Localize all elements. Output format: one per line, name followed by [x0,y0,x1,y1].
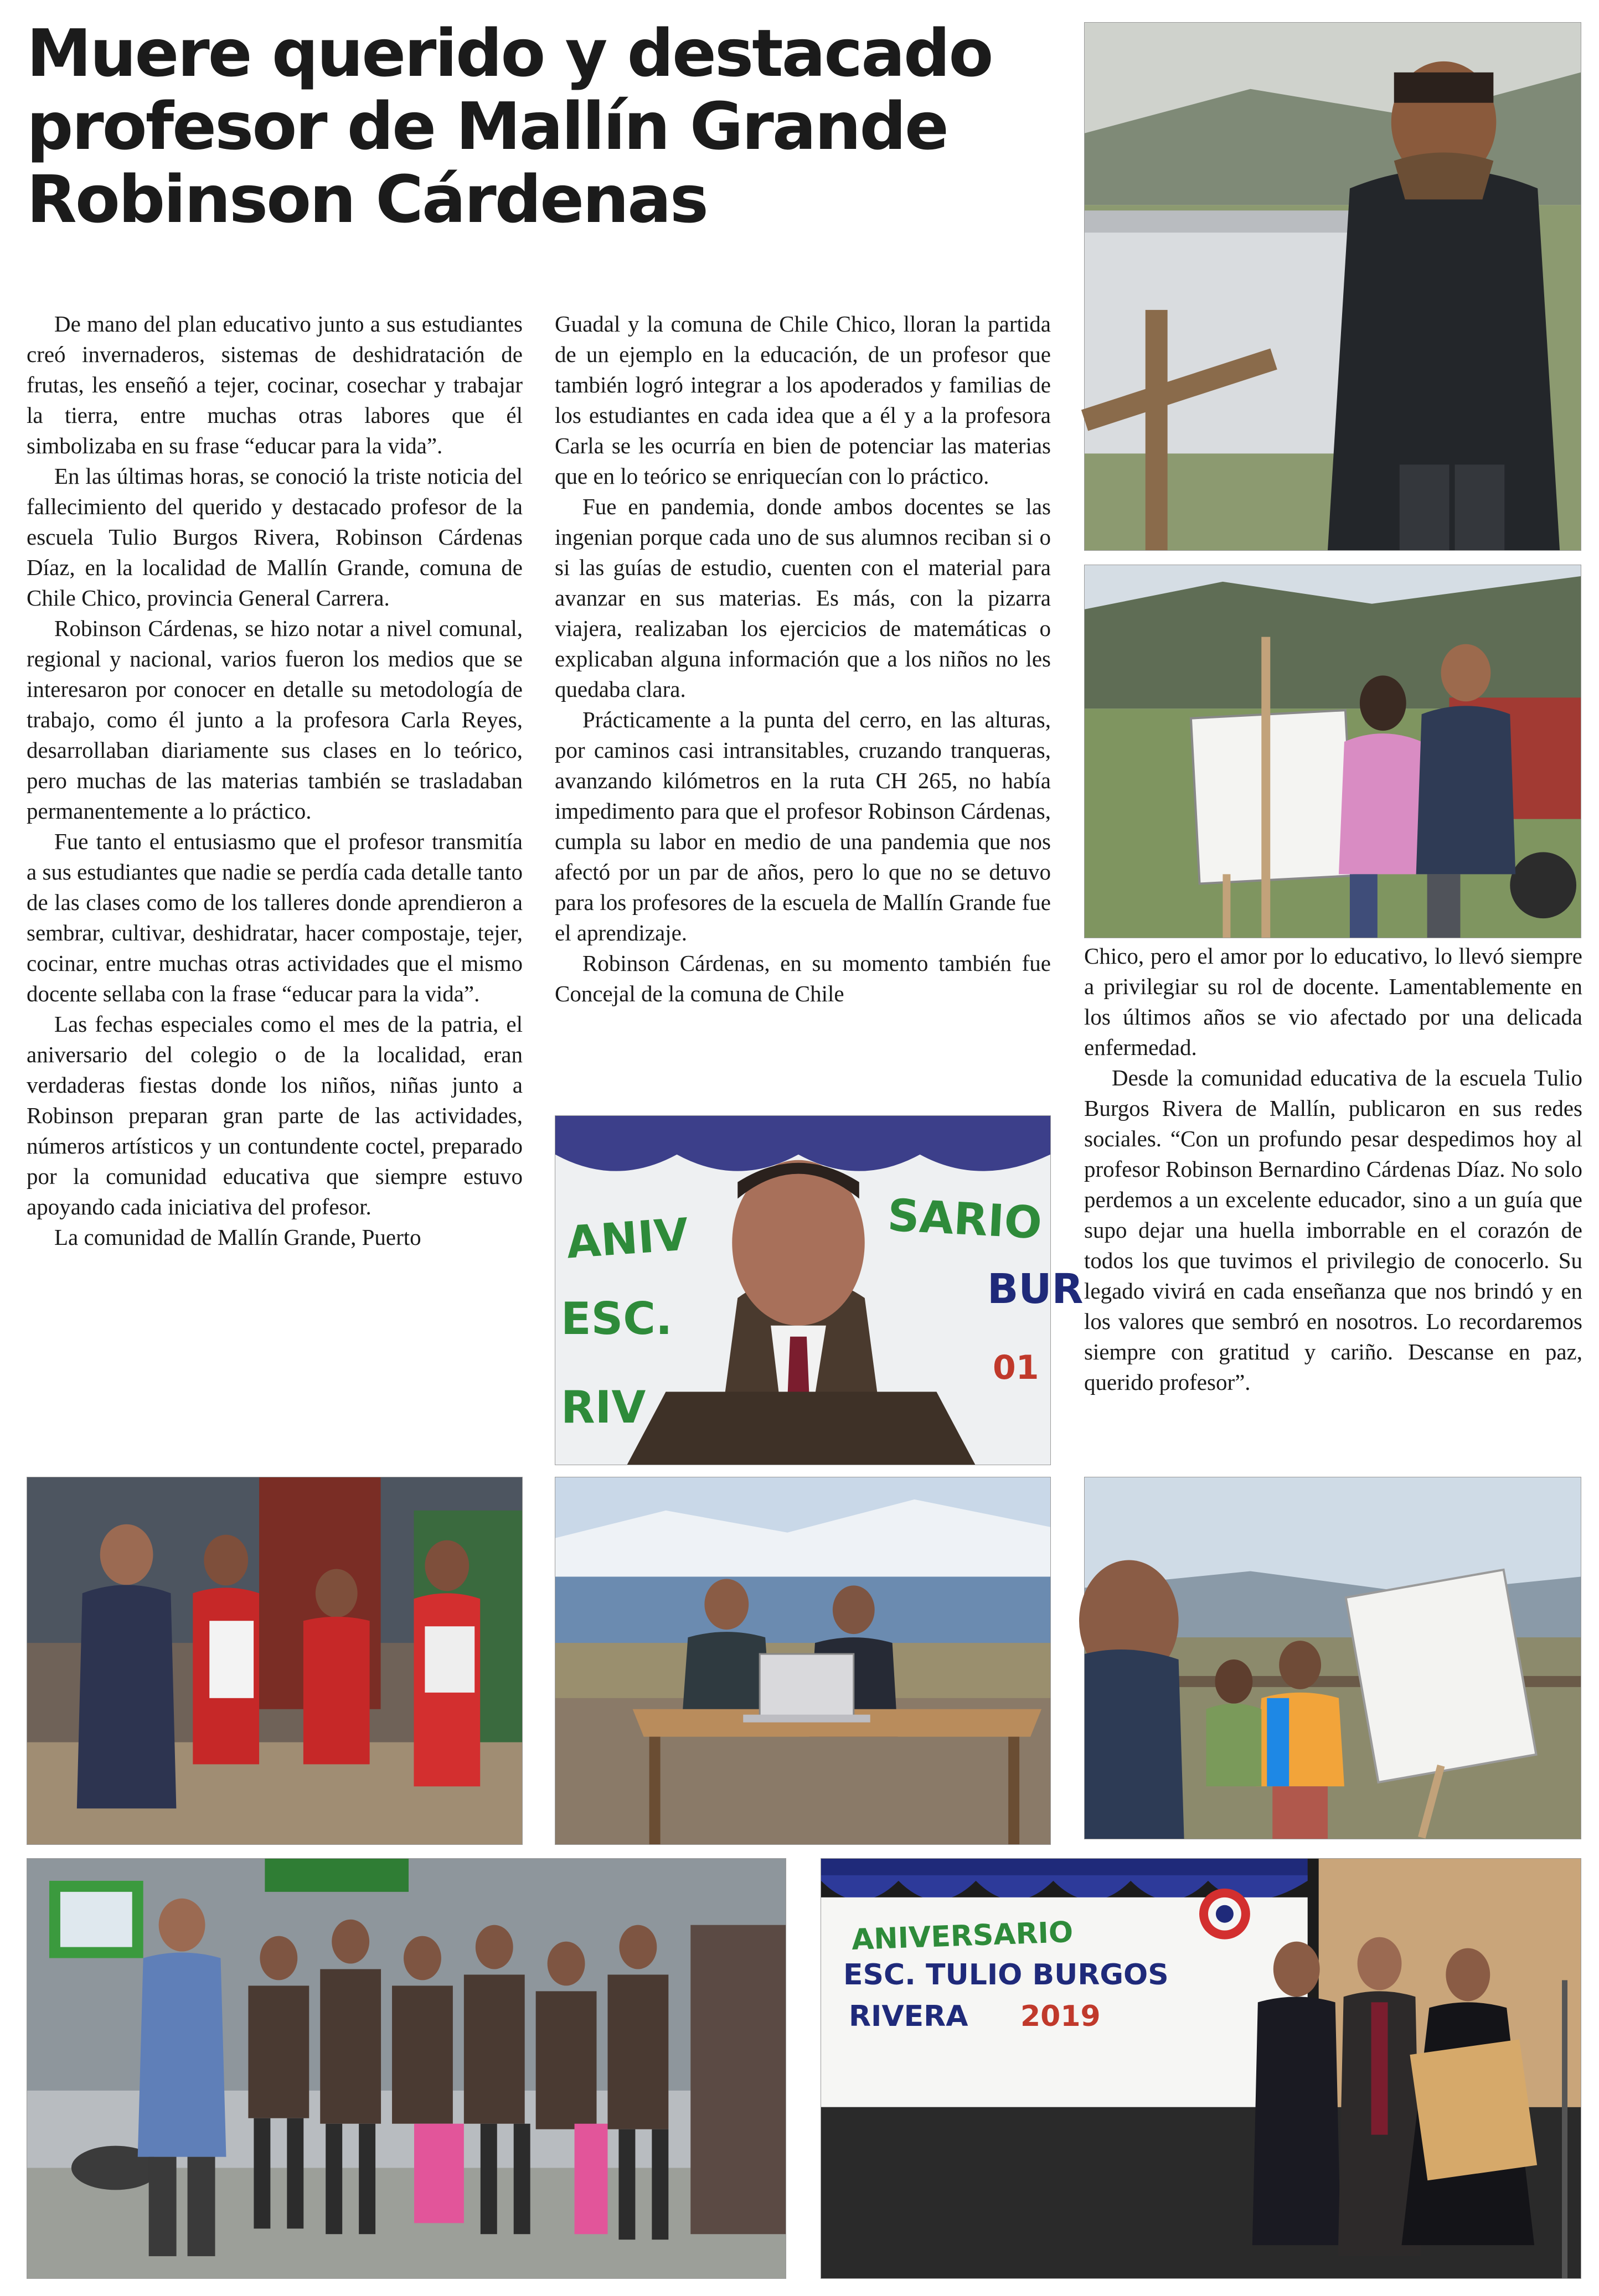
photo-group-aprons [27,1858,786,2279]
banner-word: 01 [993,1348,1039,1387]
headline [27,17,1067,236]
banner-word: ESC. TULIO BURGOS [843,1958,1169,1992]
banner-word: RIV [561,1382,646,1433]
banner-text [1020,2000,1101,2033]
paragraph: De mano del plan educativo junto a sus estudiantes creó invernaderos, sistemas de deshidratación de frutas, les enseñó a tejer, cocinar, cosechar y trabajar la tierra, entre muchas otras labores que él simbolizaba en su frase “educar para la vida”. [27,311,523,458]
paragraph: Robinson Cárdenas, se hizo notar a nivel comunal, regional y nacional, varios fueron los medios que se interesaron por conocer en detalle su metodología de trabajo, como él junto a la profesora Carla Reyes, desarrollaban diariamente sus clases en lo teórico, pero muchas de las materias también se trasladaban permanentemente a lo práctico. [27,616,523,824]
paragraph: La comunidad de Mallín Grande, Puerto [54,1224,421,1250]
banner-word: SARIO [886,1189,1044,1249]
article-column-3 [1084,941,1582,1472]
banner-word: BUR [987,1265,1084,1313]
banner-text [849,2000,968,2033]
banner-word: ANIVERSARIO [851,1916,1074,1957]
headline-line-2: profesor de Mallín Grande [27,88,947,164]
paragraph: Fue tanto el entusiasmo que el profesor transmitía a sus estudiantes que nadie se perdía cada detalle tanto de las clases como de los talleres donde aprendieron a sembrar, cultivar, deshidratar, hacer compostaje, tejer, cocinar, entre muchas otras actividades que el mismo docente sellaba con la frase “educar para la vida”. [27,829,523,1006]
paragraph: Las fechas especiales como el mes de la patria, el aniversario del colegio o de la localidad, eran verdaderas fiestas donde los niños, niñas junto a Robinson preparan gran parte de las actividades, números artísticos y un contundente coctel, preparado por la comunidad educativa que siempre estuvo apoyando cada iniciativa del profesor. [27,1011,523,1219]
banner-text [886,1190,1043,1249]
photo-whiteboard-class [1084,565,1581,938]
paragraph: En las últimas horas, se conoció la triste noticia del fallecimiento del querido y destacado profesor de la escuela Tulio Burgos Rivera, Robinson Cárdenas Díaz, en la localidad de Mallín Grande, comuna de Chile Chico, provincia General Carrera. [27,463,523,611]
banner-word: ESC. [561,1293,673,1344]
paragraph-continuation: Chico, pero el amor por lo educativo, lo llevó siempre a privilegiar su rol de docente. Lamentablemente en los últimos años se vio afectado por una delicada enfermedad. [1084,943,1582,1060]
headline-line-1: Muere querido y destacado [27,15,992,91]
paragraph-continuation: Guadal y la comuna de Chile Chico, lloran la partida de un ejemplo en la educación, de un profesor que también logró integrar a los apoderados y familias de los estudiantes en cada idea que a él y a la profesora Carla se les ocurría en bien de potenciar las materias que en lo teórico se enriquecían con lo práctico. [555,311,1051,489]
paragraph: Robinson Cárdenas, en su momento también fue Concejal de la comuna de Chile [555,950,1051,1006]
paragraph: Prácticamente a la punta del cerro, en las alturas, por caminos casi intransitables, cruzando tranqueras, avanzando kilómetros en la ruta CH 265, no había impedimento para que el profesor Robinson Cárdenas, cumpla su labor en medio de una pandemia que nos afectó por un par de años, pero lo que no se detuvo para los profesores de la escuela de Mallín Grande fue el aprendizaje. [555,707,1051,945]
photo-professor-portrait [1084,22,1581,551]
headline-line-3: Robinson Cárdenas [27,161,708,237]
paragraph: Desde la comunidad educativa de la escuela Tulio Burgos Rivera de Mallín, publicaron en sus redes sociales. “Con un profundo pesar despedimos hoy al profesor Robinson Bernardino Cárdenas Díaz. No solo perdemos a un excelente educador, sino a un guía que supo dejar una huella imborrable en el corazón de todos los que tuvimos el privilegio de conocerlo. Su legado vivirá en cada enseñanza que nos brindó y en los valores que sembró en nosotros. Lo recordaremos siempre con gratitud y cariño. Descanse en paz, querido profesor”. [1084,1065,1582,1395]
banner-word: RIVERA [849,2000,968,2033]
banner-text [561,1293,672,1344]
photo-student-easel [1084,1477,1581,1839]
photo-online-class-lake [555,1477,1051,1845]
banner-word: 2019 [1020,2000,1101,2033]
banner-text [565,1208,690,1268]
banner-word: ANIV [565,1208,690,1269]
banner-text [993,1348,1039,1387]
banner-text [987,1265,1083,1313]
photo-anniversary-portrait [555,1115,1084,1465]
photo-anniversary-event [821,1858,1581,2279]
banner-text [843,1958,1169,1992]
article-column-2 [555,309,1051,1106]
photo-children-gift-bags [27,1477,523,1845]
paragraph: Fue en pandemia, donde ambos docentes se las ingenian porque cada uno de sus alumnos reciban si o si las guías de estudio, cuenten con el material para avanzar en sus materias. Es más, con la pizarra viajera, realizaban los ejercicios de matemáticas o explicaban alguna información que a los niños no les quedaba clara. [555,494,1051,702]
article-column-1 [27,309,523,1444]
banner-text [561,1382,646,1433]
